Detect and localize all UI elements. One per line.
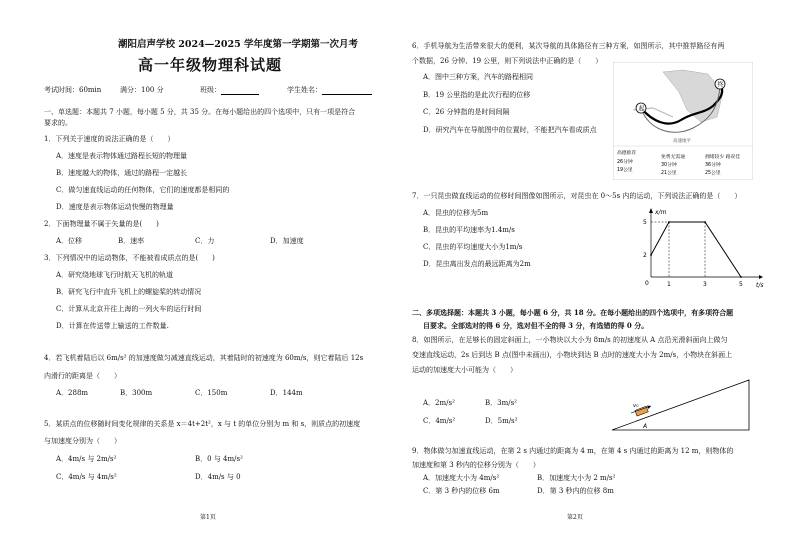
q8-line1: 8．如图所示，在足够长的固定斜面上，一小物块以大小为 8m/s 的初速度从 A 点沿光滑斜面向上做匀 [412,336,728,344]
q7-option-a[interactable]: A．昆虫的位移为5m [423,209,489,217]
q9-line2: 加速度和第 3 秒内的位移分别为（ ） [412,461,540,469]
velocity-label: v₀ [633,403,639,409]
section1-intro-line2: 要求的。 [44,119,72,127]
q7-option-b[interactable]: B．昆虫的平均速率为1.4m/s [423,226,515,234]
q2-option-d[interactable]: D．加速度 [270,237,304,245]
q9-option-d[interactable]: D．第 3 秒内的位移 8m [537,487,614,495]
q3-option-b[interactable]: B．研究飞行中直升飞机上的螺旋桨的转动情况 [56,288,202,296]
q9-option-a[interactable]: A．加速度大小为 4m/s² [423,474,500,482]
q5-line1: 5．某质点的位移随时间变化规律的关系是 x＝4t+2t²，x 与 t 的单位分别为 m 和 s，则质点的初速度 [44,420,361,428]
q5-option-a[interactable]: A．4m/s 与 2m/s² [56,455,117,463]
x-axis-arrow [759,275,763,279]
chart-series-line [651,222,741,277]
section2-intro-line1: 二、多项选择题：本题共 3 小题，每小题 6 分，共 18 分。在每小题给出的四个选项中，有多项符合题 [412,308,734,317]
class-label: 班级： [200,86,221,94]
q8-option-b[interactable]: B．3m/s² [485,399,517,407]
q5-option-c[interactable]: C．4m/s 与 4m/s² [56,473,117,481]
q4-line2: 内滑行的距离是（ ） [44,372,121,380]
exam-time: 考试时间：60min [44,86,102,94]
route2-dist: 21公里 [661,171,677,176]
q2-option-a[interactable]: A．位移 [56,237,83,245]
q8-line2: 变速直线运动，2s 后到达 B 点(图中未画出)，小物块到达 B 点时的速度大小为 2m/s，小物块在斜面上 [412,351,733,359]
map-start-label: 起 [638,105,645,113]
q4-option-b[interactable]: B．300m [120,389,153,397]
q4-line1: 4．若飞机着陆后以 6m/s² 的加速度做匀减速直线运动，其着陆时的初速度为 60m/s，则它着陆后 12s [44,354,364,362]
chart-point [740,276,742,278]
route1-dist: 19公里 [617,168,633,173]
y-axis-arrow [649,208,653,213]
q4-option-d[interactable]: D．144m [270,389,303,397]
y-tick-label: 5 [643,219,647,226]
page-number-left: 第1页 [200,514,216,521]
q9-line1: 9．物体做匀加速直线运动，在第 2 s 内通过的距离为 4 m，在第 4 s 内通过的距离为 12 m，则物体的 [412,447,734,455]
chart-point [668,221,670,223]
route1-time: 26分钟 [617,160,633,165]
route3-time: 36分钟 [705,163,721,168]
q9-option-c[interactable]: C．第 3 秒内的位移 6m [423,487,500,495]
q2-option-c[interactable]: C．力 [195,237,215,245]
q1-option-c[interactable]: C．做匀速直线运动的任何物体，它们的速度都是相同的 [56,186,230,194]
q3-option-c[interactable]: C．计算从北京开往上海的一列火车的运行时间 [56,305,202,313]
y-axis-label: x/m [655,209,667,216]
q5-option-d[interactable]: D．4m/s 与 0 [195,473,241,481]
q6-option-b[interactable]: B．19 公里指的是此次行程的位移 [423,91,531,99]
page-number-right: 第2页 [567,514,583,521]
q8-option-c[interactable]: C．4m/s² [423,417,456,425]
q1-option-a[interactable]: A．速度是表示物体通过路程长短的物理量 [56,152,188,160]
route2-time: 30分钟 [661,163,677,168]
q1-stem: 1．下列关于速度的说法正确的是（ ） [44,135,175,143]
q6-option-d[interactable]: D．研究汽车在导航图中的位置时，不能把汽车看成质点 [423,126,597,134]
name-field[interactable] [287,86,372,95]
x-tick-label: 1 [667,281,671,288]
q9-option-b[interactable]: B．加速度大小为 2 m/s² [537,474,616,482]
name-label: 学生姓名： [287,86,322,94]
q1-option-d[interactable]: D．速度是表示物体运动快慢的物理量 [56,203,174,211]
q6-option-a[interactable]: A．图中三种方案，汽车的路程相同 [423,73,534,81]
x-tick-label: 5 [739,281,743,288]
q6-option-c[interactable]: C．26 分钟指的是时间间隔 [423,108,510,116]
q6-line2: 个数据，26 分钟、19 公里，则下列说法中正确的是（ ） [412,57,603,65]
q2-option-b[interactable]: B．速率 [118,237,145,245]
q3-option-d[interactable]: D．计算在传送带上输送的工件数量. [56,322,169,330]
origin-label: 0 [645,280,649,287]
y-tick-label: 2 [643,252,647,259]
route2-name: 免费无需通 [661,155,685,160]
page-right [397,0,794,550]
section2-intro-line2: 目要求。全部选对的得 6 分，选对但不全的得 3 分，有选错的得 0 分。 [423,321,649,330]
q5-option-b[interactable]: B．0 与 4m/s² [195,455,243,463]
section1-intro-line1: 一、单选题：本题共 7 小题，每小题 5 分，共 35 分。在每小题给出的四个选项中，只有一项是符合 [44,108,356,116]
q8-line3: 运动的加速度大小可能为（ ） [412,366,517,374]
school-title: 潮阳启声学校 2024—2025 学年度第一学期第一次月考 [118,39,358,50]
exam-title: 高一年级物理科试题 [138,56,283,74]
map-road-label: 高速地平 [673,139,691,144]
q7-option-c[interactable]: C．昆虫的平均速度大小为1m/s [423,243,523,251]
q3-stem: 3．下列情况中的运动物体，不能被看成质点的是( ) [44,254,215,262]
q1-option-b[interactable]: B．速度越大的物体，通过的路程一定越长 [56,169,188,177]
map-end-label: 终 [717,81,724,89]
point-a-label: A [643,423,648,430]
exam-score: 满分：100 分 [120,86,164,94]
displacement-time-chart [639,205,769,295]
x-tick-label: 3 [703,281,707,288]
chart-point [650,254,652,256]
q8-option-d[interactable]: D．5m/s² [485,417,518,425]
section1-intro [44,108,355,117]
q4-option-a[interactable]: A．288m [56,389,89,397]
class-field[interactable] [200,86,259,95]
q4-option-c[interactable]: C．150m [195,389,228,397]
q2-stem: 2．下面物理量不属于矢量的是( ) [44,220,159,228]
route3-name: 拥堵较少 路况佳 [705,155,741,160]
chart-point [704,221,706,223]
route1-name: 高德推荐 [617,151,637,156]
incline-figure [607,376,757,434]
q7-option-d[interactable]: D．昆虫离出发点的最远距离为2m [423,260,531,268]
route3-dist: 25公里 [705,171,721,176]
q7-line1: 7．一只昆虫做直线运动的位移时间图像如图所示，对昆虫在 0～5s 内的运动，下列说法正确的是（ ） [412,192,742,200]
q8-option-a[interactable]: A．2m/s² [423,399,455,407]
q6-line1: 6．手机导航为生活带来很大的便利，某次导航的具体路径有三种方案，如图所示，其中推荐路径有两 [412,42,725,50]
x-axis-label: t/s [756,282,764,289]
navigation-map-figure [613,62,753,180]
q5-line2: 与加速度分别为（ ） [44,437,121,445]
q3-option-a[interactable]: A．研究绕地球飞行时航天飞机的轨道 [56,271,174,279]
